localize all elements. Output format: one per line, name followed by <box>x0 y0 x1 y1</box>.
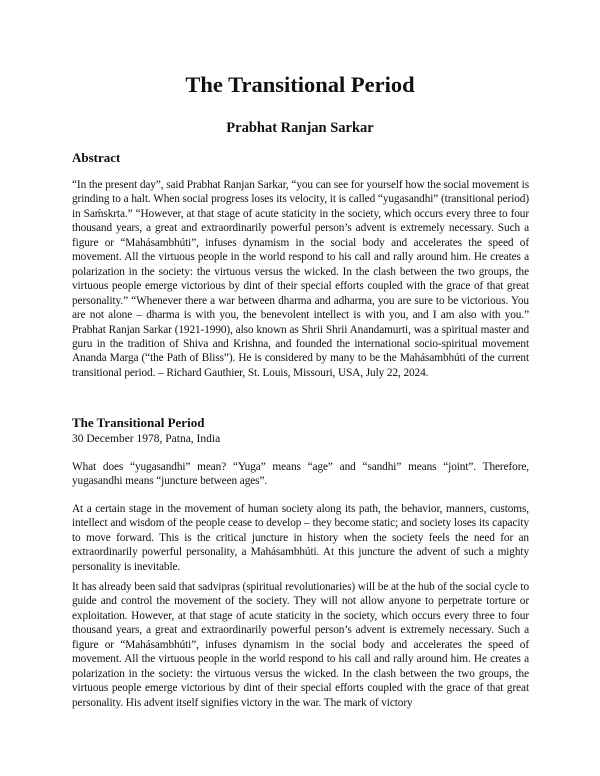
abstract-heading: Abstract <box>72 150 121 165</box>
paragraph-1: What does “yugasandhi” mean? “Yuga” means “age” and “sandhi” means “joint”. Therefore, yugasandhi means “juncture between ages”. <box>72 461 529 488</box>
paragraph-3: It has already been said that sadvipras (spiritual revolutionaries) will be at the hub of the social cycle to guide and control the movement of the society. They will not allow anyone to perpetrate torture or exploitation. However, at that stage of acute staticity in the society, which occurs every three to four thousand years, a great and extraordinarily powerful person’s advent is extremely necessary. Such a figure or “Mahásambhúti”, infuses dynamism in the social body and accelerates the speed of movement. All the virtuous people in the world respond to his call and rally around him. He creates a polarization in the society: the virtuous versus the wicked. In the clash between the two groups, the virtuous people emerge victorious by dint of their special efforts coupled with the grace of that great personality. His advent itself signifies victory in the war. The mark of victory <box>72 581 529 709</box>
abstract-text: “In the present day”, said Prabhat Ranjan Sarkar, “you can see for yourself how the social movement is grinding to a halt. When social progress loses its velocity, it is called “yugasandhi” (transitional period) in Saḿskrta.” “However, at that stage of acute staticity in the society, which occurs every three to four thousand years, a great and extraordinarily powerful person’s advent is extremely necessary. Such a figure or “Mahásambhúti”, infuses dynamism in the social body and accelerates the speed of movement. All the virtuous people in the world respond to his call and rally around him. He creates a polarization in the society: the virtuous versus the wicked. In the clash between the two groups, the virtuous people emerge victorious by dint of their special efforts coupled with the grace of that great personality.” “Whenever there a war between dharma and adharma, you are sure to be victorious. You are not alone – dharma is with you, the benevolent intellect is with you, and I am also with you.” Prabhat Ranjan Sarkar (1921-1990), also known as Shrii Shrii Anandamurti, was a spiritual master and guru in the tradition of Shiva and Krishna, and founded the international socio-spiritual movement Ananda Marga (“the Path of Bliss”). He is considered by many to be the Mahásambhúti of the current transitional period. – Richard Gauthier, St. Louis, Missouri, USA, July 22, 2024. <box>72 179 529 379</box>
section-heading: The Transitional Period <box>72 415 205 430</box>
paragraph-2: At a certain stage in the movement of human society along its path, the behavior, manners, customs, intellect and wisdom of the people cease to develop – they become static; and society loses its capacity to move forward. This is the critical juncture in history when the society feels the need for an extraordinarily powerful personality, a Mahásambhúti. At this juncture the advent of such a mighty personality is inevitable. <box>72 503 529 573</box>
document-author: Prabhat Ranjan Sarkar <box>226 120 374 136</box>
section-date: 30 December 1978, Patna, India <box>72 433 221 445</box>
document-title: The Transitional Period <box>185 72 415 97</box>
